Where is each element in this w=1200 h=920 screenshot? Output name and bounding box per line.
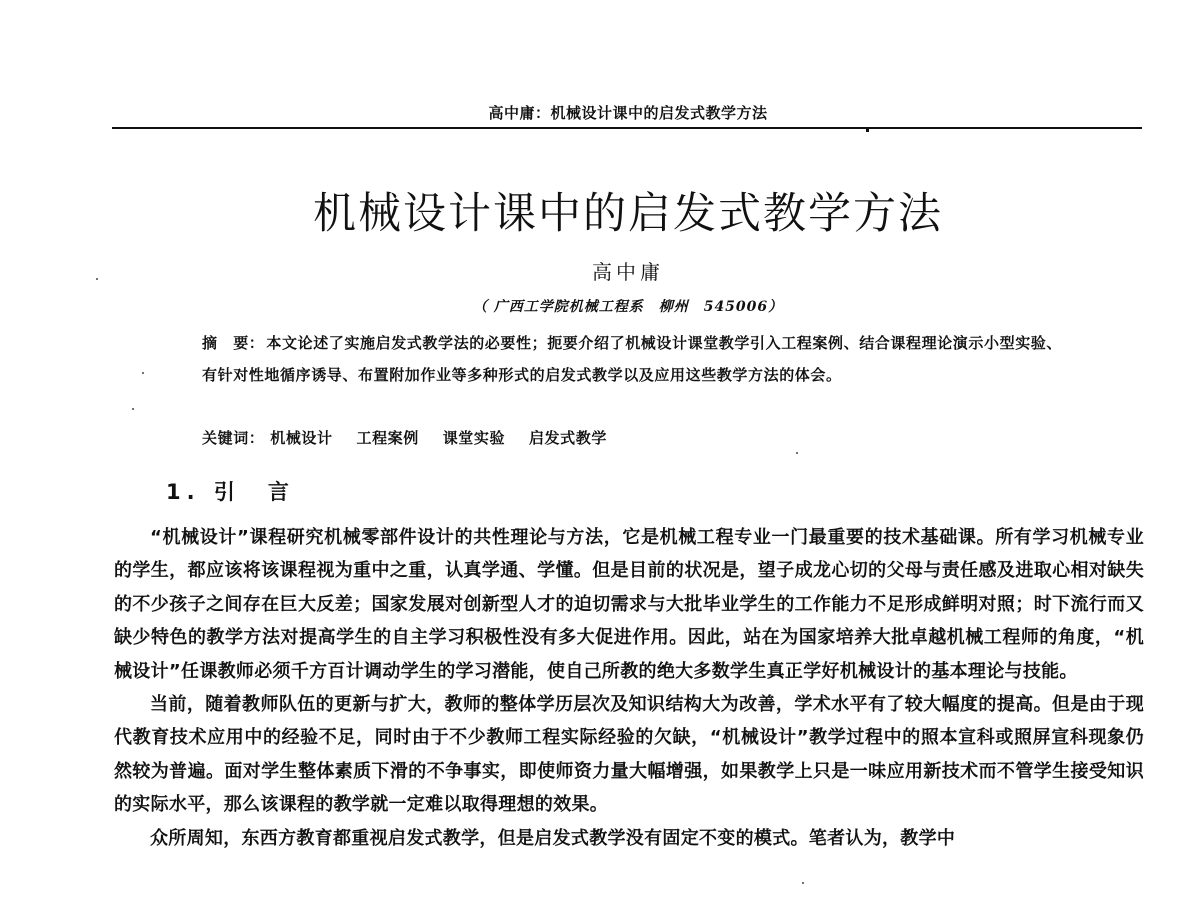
scan-speck xyxy=(142,372,144,374)
paragraph: 众所周知，东西方教育都重视启发式教学，但是启发式教学没有固定不变的模式。笔者认为，教学中 xyxy=(150,827,956,849)
keywords-label: 关键词： xyxy=(202,429,265,447)
keyword-item: 课堂实验 xyxy=(442,429,506,447)
keyword-item: 机械设计 xyxy=(270,429,333,447)
article-author: 高中庸 xyxy=(592,260,664,284)
abstract xyxy=(202,327,1062,391)
abstract-text: 本文论述了实施启发式教学法的必要性；扼要介绍了机械设计课堂教学引入工程案例、结合课程理论演示小型实验、有针对性地循序诱导、布置附加作业等多种形式的启发式教学以及应用这些教学方法的体会。 xyxy=(202,334,1063,384)
running-header: 高中庸：机械设计课中的启发式教学方法 xyxy=(488,104,768,122)
scan-speck xyxy=(132,408,134,410)
scan-speck xyxy=(802,882,804,884)
section-heading: 1. 引 言 xyxy=(166,480,295,504)
author-affiliation: （ 广西工学院机械工程系 柳州 545006） xyxy=(472,299,784,315)
keyword-item: 启发式教学 xyxy=(528,429,607,447)
abstract-label: 摘 要： xyxy=(202,334,265,352)
keyword-item: 工程案例 xyxy=(356,429,419,447)
keywords xyxy=(202,427,1062,448)
scan-speck xyxy=(96,278,98,280)
scan-speck xyxy=(866,129,869,132)
header-rule xyxy=(112,127,1142,129)
body-text xyxy=(114,521,1144,855)
article-title: 机械设计课中的启发式教学方法 xyxy=(313,189,943,239)
paragraph: “机械设计”课程研究机械零部件设计的共性理论与方法，它是机械工程专业一门最重要的技术基础课。所有学习机械专业的学生，都应该将该课程视为重中之重，认真学通、学懂。但是目前的状况是，望子成龙心切的父母与责任感及进取心相对缺失的不少孩子之间存在巨大反差；国家发展对创新型人才的迫切需求与大批毕业学生的工作能力不足形成鲜明对照；时下流行而又缺少特色的教学方法对提高学生的自主学习积极性没有多大促进作用。因此，站在为国家培养大批卓越机械工程师的角度，“机械设计”任课教师必须千方百计调动学生的学习潜能，使自己所教的绝大多数学生真正学好机械设计的基本理论与技能。 xyxy=(114,527,1144,682)
paragraph: 当前，随着教师队伍的更新与扩大，教师的整体学历层次及知识结构大为改善，学术水平有了较大幅度的提高。但是由于现代教育技术应用中的经验不足，同时由于不少教师工程实际经验的欠缺，“机械设计”教学过程中的照本宣科或照屏宣科现象仍然较为普遍。面对学生整体素质下滑的不争事实，即使师资力量大幅增强，如果教学上只是一味应用新技术而不管学生接受知识的实际水平，那么该课程的教学就一定难以取得理想的效果。 xyxy=(114,694,1144,816)
scan-speck xyxy=(796,452,798,454)
